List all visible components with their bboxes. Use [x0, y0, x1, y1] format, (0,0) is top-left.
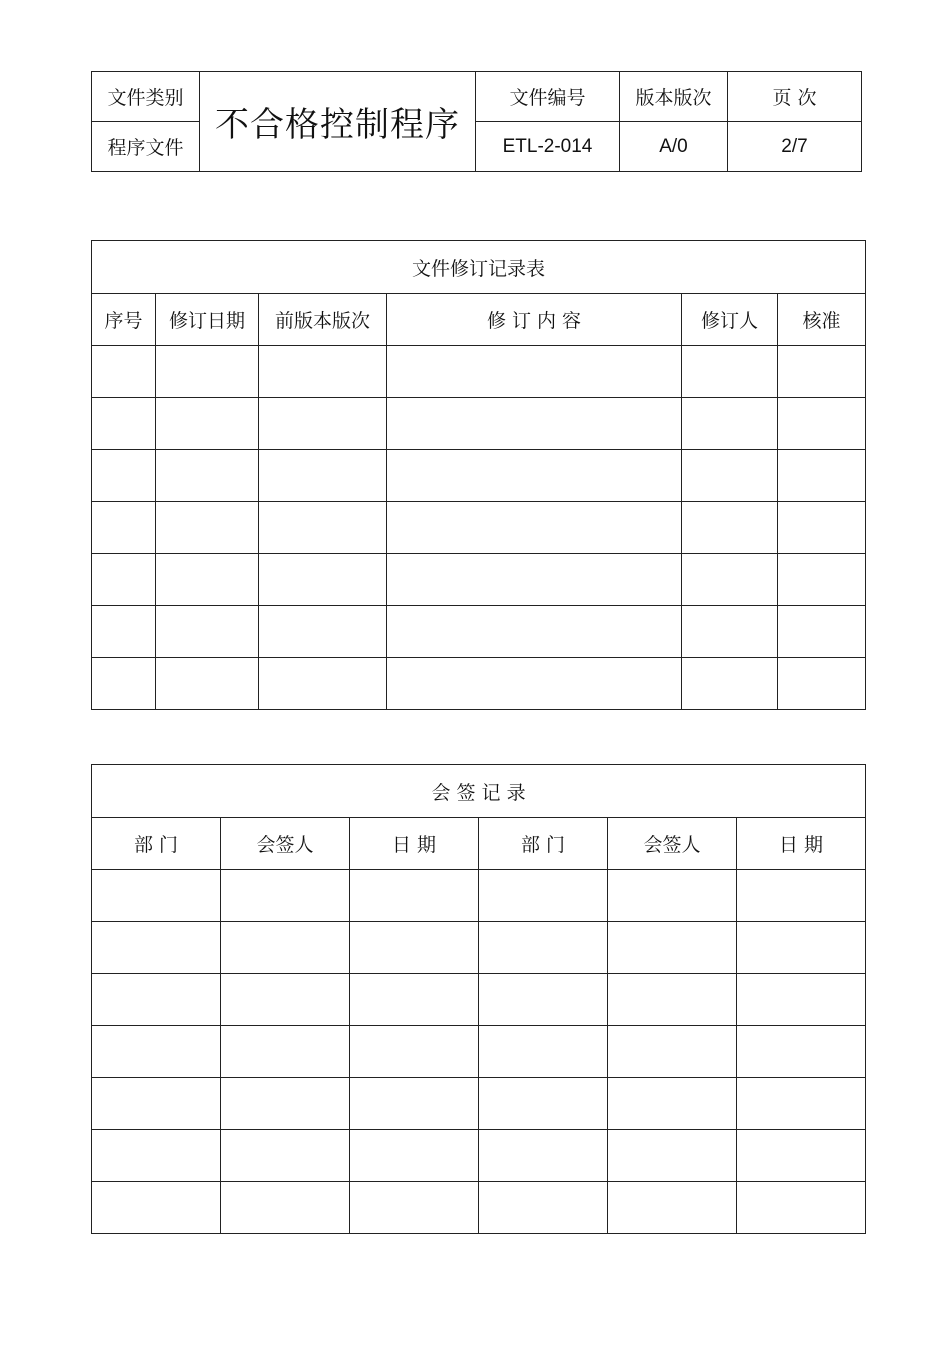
table-cell — [608, 1078, 737, 1130]
column-header: 修订日期 — [156, 294, 259, 346]
table-cell — [92, 870, 221, 922]
table-cell — [92, 346, 156, 398]
table-cell — [156, 658, 259, 710]
table-cell — [350, 1130, 479, 1182]
category-value: 程序文件 — [92, 122, 200, 172]
table-cell — [387, 346, 682, 398]
table-cell — [221, 974, 350, 1026]
column-header: 会签人 — [608, 818, 737, 870]
table-cell — [156, 346, 259, 398]
table-cell — [737, 1182, 866, 1234]
table-cell — [479, 974, 608, 1026]
table-cell — [479, 1130, 608, 1182]
table-row — [92, 974, 866, 1026]
table-cell — [259, 346, 387, 398]
table-cell — [259, 658, 387, 710]
table-cell — [350, 974, 479, 1026]
table-cell — [92, 398, 156, 450]
table-cell — [92, 606, 156, 658]
table-cell — [221, 1130, 350, 1182]
table-row — [92, 502, 866, 554]
table-cell — [682, 450, 778, 502]
category-label: 文件类别 — [92, 72, 200, 122]
table-cell — [92, 922, 221, 974]
table-cell — [387, 502, 682, 554]
table-cell — [778, 502, 866, 554]
table-cell — [259, 502, 387, 554]
table-cell — [682, 346, 778, 398]
table-cell — [778, 398, 866, 450]
table-cell — [92, 1026, 221, 1078]
table-cell — [92, 658, 156, 710]
column-header: 日 期 — [737, 818, 866, 870]
table-cell — [350, 1182, 479, 1234]
table-cell — [92, 450, 156, 502]
table-cell — [156, 554, 259, 606]
table-cell — [737, 1130, 866, 1182]
table-cell — [350, 870, 479, 922]
table-cell — [221, 870, 350, 922]
table-cell — [92, 1078, 221, 1130]
table-cell — [350, 1078, 479, 1130]
table-row — [92, 1078, 866, 1130]
table-row — [92, 398, 866, 450]
table-cell — [682, 658, 778, 710]
table-cell — [350, 922, 479, 974]
table-row — [92, 346, 866, 398]
version-label: 版本版次 — [620, 72, 728, 122]
table-cell — [737, 1078, 866, 1130]
table-cell — [608, 922, 737, 974]
column-header: 部 门 — [479, 818, 608, 870]
table-cell — [737, 870, 866, 922]
table-cell — [608, 1026, 737, 1078]
revision-record-table — [91, 240, 866, 710]
table-row — [92, 606, 866, 658]
version-value: A/0 — [620, 122, 728, 172]
table-cell — [387, 606, 682, 658]
table-cell — [221, 922, 350, 974]
table-cell — [350, 1026, 479, 1078]
column-header: 会签人 — [221, 818, 350, 870]
table-cell — [608, 1130, 737, 1182]
table-cell — [479, 1026, 608, 1078]
table-cell — [387, 450, 682, 502]
table-cell — [387, 658, 682, 710]
table-cell — [682, 398, 778, 450]
table-cell — [737, 922, 866, 974]
table-row — [92, 658, 866, 710]
table-cell — [92, 554, 156, 606]
table-cell — [608, 974, 737, 1026]
table-cell — [156, 606, 259, 658]
table-row — [92, 1130, 866, 1182]
page-label: 页 次 — [728, 72, 862, 122]
table-cell — [682, 606, 778, 658]
column-header: 部 门 — [92, 818, 221, 870]
document-title: 不合格控制程序 — [200, 72, 476, 172]
table-cell — [259, 606, 387, 658]
table-cell — [778, 606, 866, 658]
table-cell — [156, 450, 259, 502]
table-cell — [387, 554, 682, 606]
document-header — [91, 71, 862, 172]
table-cell — [778, 450, 866, 502]
table-row — [92, 1026, 866, 1078]
table-cell — [92, 1130, 221, 1182]
doc-no-label: 文件编号 — [476, 72, 620, 122]
table-cell — [156, 502, 259, 554]
doc-no-value: ETL-2-014 — [476, 122, 620, 172]
table-cell — [387, 398, 682, 450]
page-value: 2/7 — [728, 122, 862, 172]
table-cell — [259, 398, 387, 450]
table-cell — [479, 870, 608, 922]
table-row — [92, 450, 866, 502]
table-cell — [221, 1078, 350, 1130]
table-cell — [92, 974, 221, 1026]
table-cell — [682, 502, 778, 554]
table-cell — [479, 1182, 608, 1234]
table-cell — [778, 554, 866, 606]
column-header: 序号 — [92, 294, 156, 346]
table-row — [92, 554, 866, 606]
table-cell — [778, 346, 866, 398]
table-cell — [682, 554, 778, 606]
table-cell — [221, 1182, 350, 1234]
table-cell — [608, 1182, 737, 1234]
table-cell — [156, 398, 259, 450]
revision-header-row — [92, 294, 866, 346]
column-header: 修订人 — [682, 294, 778, 346]
signoff-record-table — [91, 764, 866, 1234]
table-cell — [778, 658, 866, 710]
table-row — [92, 1182, 866, 1234]
table-cell — [737, 1026, 866, 1078]
table-cell — [259, 450, 387, 502]
table-cell — [259, 554, 387, 606]
table-cell — [737, 974, 866, 1026]
table-cell — [479, 922, 608, 974]
table-row — [92, 922, 866, 974]
column-header: 日 期 — [350, 818, 479, 870]
column-header: 核准 — [778, 294, 866, 346]
table-cell — [479, 1078, 608, 1130]
table-cell — [608, 870, 737, 922]
revision-table-title: 文件修订记录表 — [92, 241, 866, 294]
signoff-header-row — [92, 818, 866, 870]
table-cell — [221, 1026, 350, 1078]
signoff-table-title: 会 签 记 录 — [92, 765, 866, 818]
table-row — [92, 870, 866, 922]
table-cell — [92, 502, 156, 554]
table-cell — [92, 1182, 221, 1234]
column-header: 修 订 内 容 — [387, 294, 682, 346]
column-header: 前版本版次 — [259, 294, 387, 346]
